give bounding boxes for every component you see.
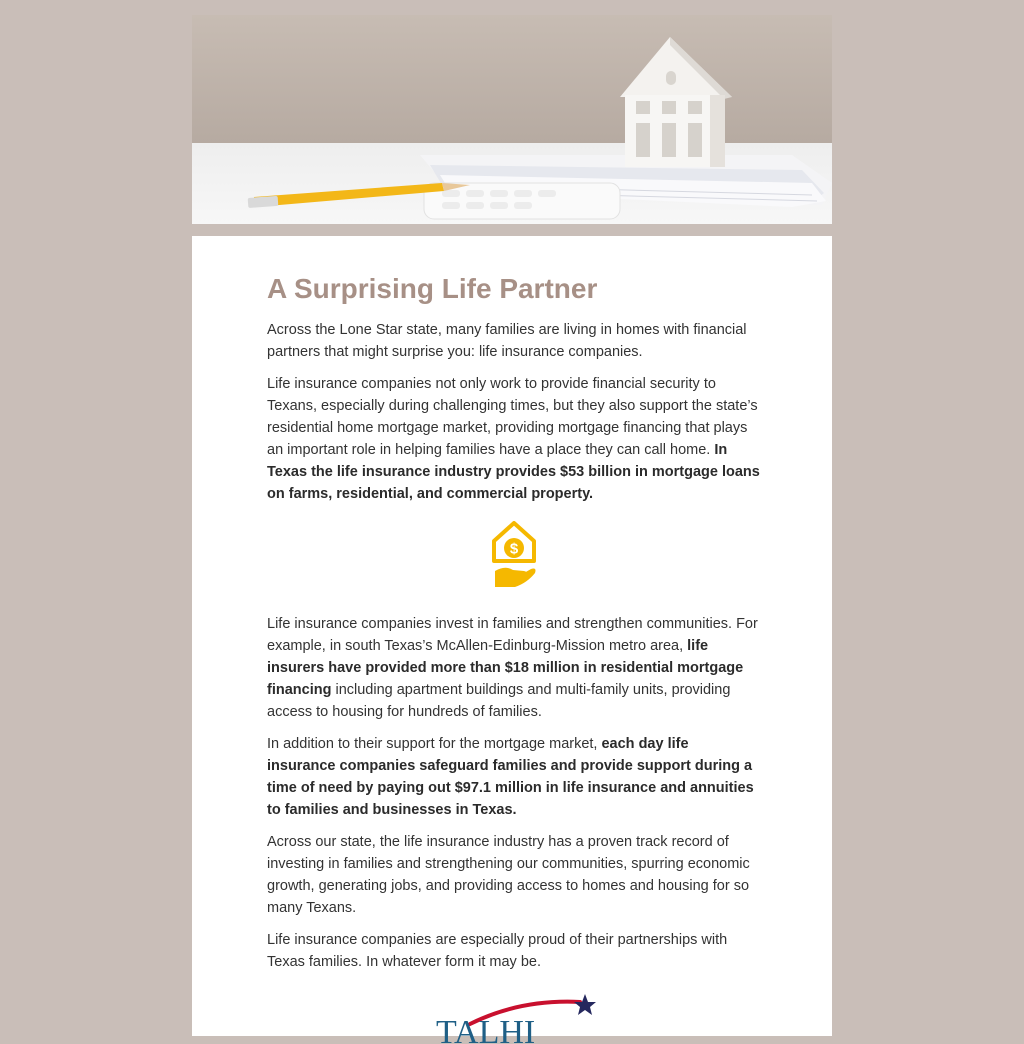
talhi-logo-mark — [430, 994, 600, 1044]
paragraph-closing: Life insurance companies are especially proud of their partnerships with Texas families. In whatever form it may be. — [267, 932, 728, 970]
paragraph-text: including apartment buildings and multi-family units, providing access to housing for hundreds of families. — [267, 682, 731, 720]
paragraph-track-record: Across our state, the life insurance industry has a proven track record of investing in families and strengthening our communities, spurring economic growth, generating jobs, and providing access to homes and housing for so many Texans. — [267, 834, 750, 916]
paragraph-mcallen — [267, 613, 761, 723]
article-body — [267, 269, 761, 983]
email-container — [192, 15, 832, 1044]
paragraph-mortgage-market — [267, 373, 761, 505]
feature-icon-row — [267, 521, 761, 591]
paragraph-highlight: In Texas the life insurance industry provides $53 billion in mortgage loans on farms, residential, and commercial property. — [267, 442, 760, 502]
paragraph-text: Life insurance companies invest in families and strengthen communities. For example, in south Texas’s McAllen-Edinburg-Mission metro area, — [267, 616, 758, 654]
svg-text:$: $ — [509, 540, 519, 558]
house-on-papers-illustration — [192, 15, 832, 224]
paragraph-text: Life insurance companies not only work to provide financial security to Texans, especially during challenging times, but they also support the state’s residential home mortgage market, providing mortgage financing that plays an important role in helping families have a place they can call home. — [267, 376, 758, 458]
hand-house-dollar-icon — [491, 521, 537, 591]
logo-text: TALHI — [436, 1014, 536, 1044]
hero-image — [192, 15, 832, 224]
talhi-logo — [430, 994, 600, 1044]
paragraph-intro: Across the Lone Star state, many families are living in homes with financial partners that might surprise you: life insurance companies. — [267, 322, 747, 360]
paragraph-highlight: each day life insurance companies safeguard families and provide support during a time of need by paying out $97.1 million in life insurance and annuities to families and businesses in Texas. — [267, 736, 754, 818]
paragraph-highlight: life insurers have provided more than $18 million in residential mortgage financing — [267, 638, 744, 698]
paragraph-payouts — [267, 733, 761, 821]
paragraph-text: In addition to their support for the mortgage market, — [267, 736, 602, 752]
article-title: A Surprising Life Partner — [267, 273, 598, 304]
article-card — [192, 236, 832, 1044]
